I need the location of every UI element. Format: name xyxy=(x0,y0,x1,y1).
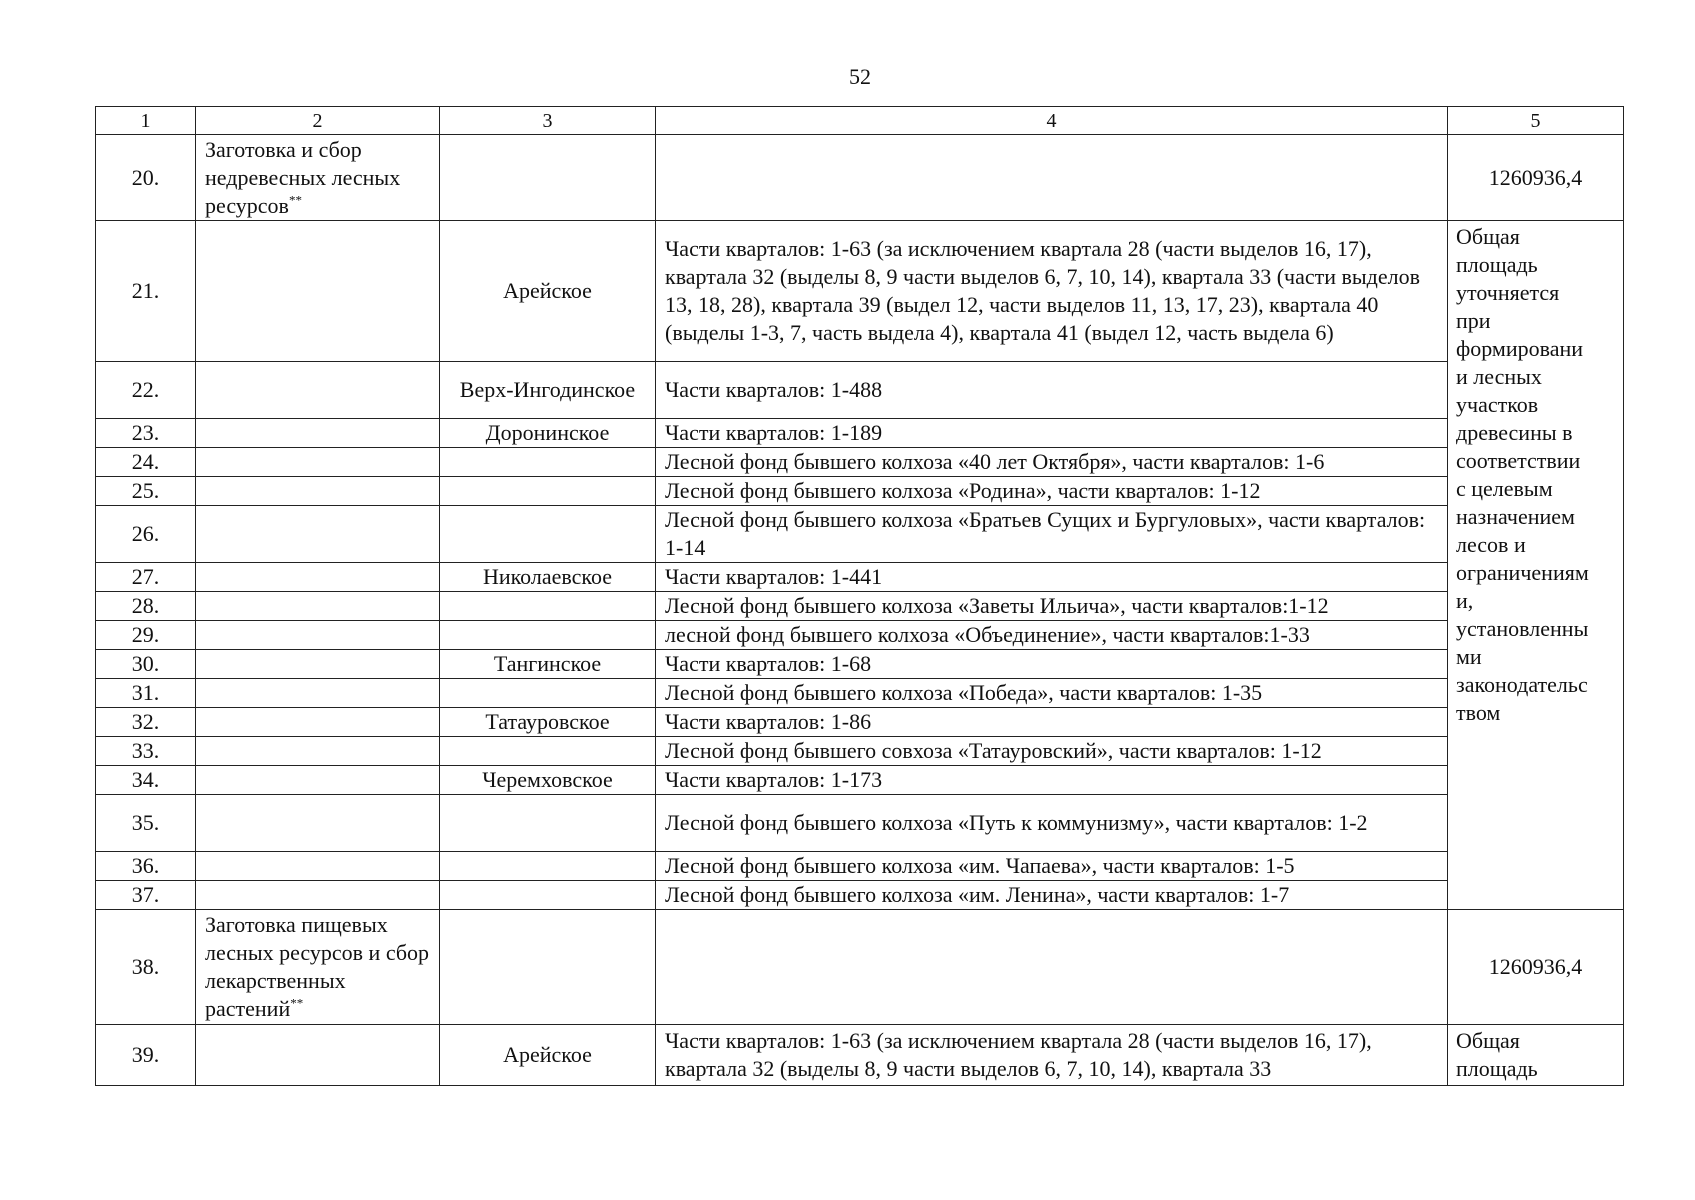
footnote-mark: ** xyxy=(288,192,302,208)
row-number: 21. xyxy=(96,221,196,362)
quarters-cell: Лесной фонд бывшего колхоза «Заветы Ильича», части кварталов:1-12 xyxy=(656,592,1448,621)
row-number: 27. xyxy=(96,563,196,592)
forest-resources-table xyxy=(95,106,1624,1086)
forestry-cell xyxy=(440,679,656,708)
quarters-cell: Части кварталов: 1-63 (за исключением квартала 28 (части выделов 16, 17), квартала 32 (выделы 8, 9 части выделов 6, 7, 10, 14), квартала 33 (части выделов 13, 18, 28), квартала 39 (выдел 12, части выделов 11, 13, 17, 23), квартала 40 (выделы 1-3, 7, часть выдела 4), квартала 41 (выдел 12, часть выдела 6) xyxy=(656,221,1448,362)
footnote-mark: ** xyxy=(290,995,304,1011)
column-header: 3 xyxy=(440,107,656,135)
table-row xyxy=(96,679,1624,708)
column-header: 5 xyxy=(1448,107,1624,135)
activity-cell xyxy=(196,477,440,506)
table-row xyxy=(96,881,1624,910)
forestry-cell: Арейское xyxy=(440,1025,656,1086)
row-number: 31. xyxy=(96,679,196,708)
activity-cell xyxy=(196,448,440,477)
area-cell: 1260936,4 xyxy=(1448,135,1624,221)
table-row xyxy=(96,708,1624,737)
forestry-cell xyxy=(440,795,656,852)
quarters-cell: Части кварталов: 1-86 xyxy=(656,708,1448,737)
table-row xyxy=(96,795,1624,852)
forestry-cell: Татауровское xyxy=(440,708,656,737)
activity-text: Заготовка пищевых лесных ресурсов и сбор лекарственных растений xyxy=(205,912,430,1021)
row-number: 26. xyxy=(96,506,196,563)
table-row xyxy=(96,592,1624,621)
quarters-cell: Части кварталов: 1-173 xyxy=(656,766,1448,795)
quarters-cell: Лесной фонд бывшего колхоза «Братьев Сущих и Бургуловых», части кварталов: 1-14 xyxy=(656,506,1448,563)
table-row xyxy=(96,506,1624,563)
table-row xyxy=(96,135,1624,221)
activity-cell xyxy=(196,362,440,419)
activity-cell xyxy=(196,650,440,679)
row-number: 20. xyxy=(96,135,196,221)
activity-cell xyxy=(196,419,440,448)
table-row xyxy=(96,621,1624,650)
activity-cell xyxy=(196,135,440,221)
row-number: 25. xyxy=(96,477,196,506)
quarters-cell: Лесной фонд бывшего колхоза «им. Чапаева», части кварталов: 1-5 xyxy=(656,852,1448,881)
activity-cell xyxy=(196,881,440,910)
forestry-cell: Арейское xyxy=(440,221,656,362)
table-row xyxy=(96,910,1624,1025)
quarters-cell: Части кварталов: 1-63 (за исключением квартала 28 (части выделов 16, 17), квартала 32 (выделы 8, 9 части выделов 6, 7, 10, 14), квартала 33 xyxy=(656,1025,1448,1086)
activity-cell xyxy=(196,910,440,1025)
row-number: 37. xyxy=(96,881,196,910)
activity-cell xyxy=(196,221,440,362)
activity-cell xyxy=(196,506,440,563)
table-row xyxy=(96,477,1624,506)
column-header: 2 xyxy=(196,107,440,135)
row-number: 39. xyxy=(96,1025,196,1086)
quarters-cell: Лесной фонд бывшего колхоза «40 лет Октября», части кварталов: 1-6 xyxy=(656,448,1448,477)
table-row xyxy=(96,362,1624,419)
row-number: 29. xyxy=(96,621,196,650)
area-note-cell: Общая площадь уточняется при формировани и лесных участков древесины в соответствии с целевым назначением лесов и ограничениям и, установленны ми законодательс твом xyxy=(1448,221,1624,910)
forestry-cell: Верх-Ингодинское xyxy=(440,362,656,419)
row-number: 33. xyxy=(96,737,196,766)
activity-cell xyxy=(196,679,440,708)
forestry-cell xyxy=(440,592,656,621)
quarters-cell: Лесной фонд бывшего совхоза «Татауровский», части кварталов: 1-12 xyxy=(656,737,1448,766)
row-number: 23. xyxy=(96,419,196,448)
forestry-cell xyxy=(440,506,656,563)
row-number: 28. xyxy=(96,592,196,621)
table-header-row xyxy=(96,107,1624,135)
activity-cell xyxy=(196,766,440,795)
activity-cell xyxy=(196,592,440,621)
row-number: 30. xyxy=(96,650,196,679)
row-number: 22. xyxy=(96,362,196,419)
activity-cell xyxy=(196,563,440,592)
table-row xyxy=(96,852,1624,881)
quarters-cell: Лесной фонд бывшего колхоза «им. Ленина», части кварталов: 1-7 xyxy=(656,881,1448,910)
activity-cell xyxy=(196,795,440,852)
table-row xyxy=(96,563,1624,592)
row-number: 32. xyxy=(96,708,196,737)
column-header: 1 xyxy=(96,107,196,135)
activity-cell xyxy=(196,852,440,881)
forestry-cell: Николаевское xyxy=(440,563,656,592)
row-number: 38. xyxy=(96,910,196,1025)
column-header: 4 xyxy=(656,107,1448,135)
row-number: 34. xyxy=(96,766,196,795)
row-number: 36. xyxy=(96,852,196,881)
area-note-cell: Общая площадь xyxy=(1448,1025,1624,1086)
activity-cell xyxy=(196,737,440,766)
quarters-cell: Лесной фонд бывшего колхоза «Путь к коммунизму», части кварталов: 1-2 xyxy=(656,795,1448,852)
forestry-cell xyxy=(440,448,656,477)
quarters-cell xyxy=(656,135,1448,221)
quarters-cell: Части кварталов: 1-189 xyxy=(656,419,1448,448)
table-row xyxy=(96,737,1624,766)
activity-text: Заготовка и сбор недревесных лесных ресурсов xyxy=(205,136,401,218)
forestry-cell xyxy=(440,621,656,650)
quarters-cell: Части кварталов: 1-488 xyxy=(656,362,1448,419)
forestry-cell xyxy=(440,881,656,910)
quarters-cell xyxy=(656,910,1448,1025)
quarters-cell: лесной фонд бывшего колхоза «Объединение», части кварталов:1-33 xyxy=(656,621,1448,650)
forestry-cell: Тангинское xyxy=(440,650,656,679)
forestry-cell xyxy=(440,135,656,221)
quarters-cell: Части кварталов: 1-441 xyxy=(656,563,1448,592)
activity-cell xyxy=(196,621,440,650)
table-row xyxy=(96,650,1624,679)
forestry-cell: Черемховское xyxy=(440,766,656,795)
activity-cell xyxy=(196,1025,440,1086)
row-number: 24. xyxy=(96,448,196,477)
table-row xyxy=(96,221,1624,362)
forestry-cell: Доронинское xyxy=(440,419,656,448)
quarters-cell: Лесной фонд бывшего колхоза «Победа», части кварталов: 1-35 xyxy=(656,679,1448,708)
quarters-cell: Лесной фонд бывшего колхоза «Родина», части кварталов: 1-12 xyxy=(656,477,1448,506)
activity-cell xyxy=(196,708,440,737)
forestry-cell xyxy=(440,737,656,766)
forestry-cell xyxy=(440,910,656,1025)
quarters-cell: Части кварталов: 1-68 xyxy=(656,650,1448,679)
forestry-cell xyxy=(440,477,656,506)
table-row xyxy=(96,448,1624,477)
row-number: 35. xyxy=(96,795,196,852)
table-row xyxy=(96,1025,1624,1086)
area-cell: 1260936,4 xyxy=(1448,910,1624,1025)
page-number: 52 xyxy=(849,64,871,89)
table-row xyxy=(96,419,1624,448)
forestry-cell xyxy=(440,852,656,881)
table-row xyxy=(96,766,1624,795)
